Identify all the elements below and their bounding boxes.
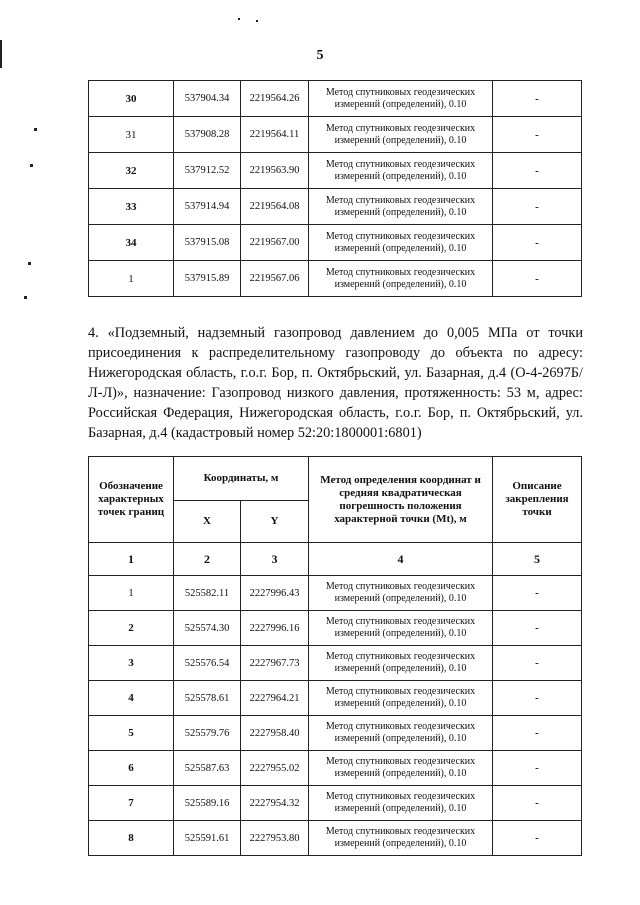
y-cell: 2219567.00 (241, 225, 309, 261)
x-cell: 525582.11 (174, 576, 241, 611)
coordinates-table-continued (88, 80, 582, 297)
table-row (89, 261, 582, 297)
table-row (89, 153, 582, 189)
point-cell: 7 (89, 786, 174, 821)
header-x: X (174, 501, 241, 543)
table-row (89, 646, 582, 681)
scan-speck (24, 296, 27, 299)
y-cell: 2219564.08 (241, 189, 309, 225)
x-cell: 537908.28 (174, 117, 241, 153)
x-cell: 525591.61 (174, 821, 241, 856)
x-cell: 537904.34 (174, 81, 241, 117)
method-cell: Метод спутниковых геодезических измерений (определений), 0.10 (309, 751, 493, 786)
point-cell: 1 (89, 576, 174, 611)
y-cell: 2219564.11 (241, 117, 309, 153)
description-cell: - (493, 225, 582, 261)
point-cell: 6 (89, 751, 174, 786)
scan-speck (256, 20, 258, 22)
point-cell: 8 (89, 821, 174, 856)
method-cell: Метод спутниковых геодезических измерений (определений), 0.10 (309, 117, 493, 153)
y-cell: 2219564.26 (241, 81, 309, 117)
method-cell: Метод спутниковых геодезических измерений (определений), 0.10 (309, 225, 493, 261)
point-cell: 5 (89, 716, 174, 751)
description-cell: - (493, 117, 582, 153)
point-cell: 31 (89, 117, 174, 153)
method-cell: Метод спутниковых геодезических измерений (определений), 0.10 (309, 611, 493, 646)
x-cell: 525587.63 (174, 751, 241, 786)
column-index: 2 (174, 543, 241, 576)
x-cell: 537914.94 (174, 189, 241, 225)
x-cell: 525579.76 (174, 716, 241, 751)
y-cell: 2227967.73 (241, 646, 309, 681)
header-method: Метод определения координат и средняя квадратическая погрешность положения характерной точки (Mt), м (309, 457, 493, 543)
scan-speck (28, 262, 31, 265)
table-row (89, 716, 582, 751)
table-row (89, 576, 582, 611)
header-coordinates: Координаты, м (174, 457, 309, 501)
table-row (89, 225, 582, 261)
description-cell: - (493, 153, 582, 189)
method-cell: Метод спутниковых геодезических измерений (определений), 0.10 (309, 576, 493, 611)
table-row (89, 117, 582, 153)
description-cell: - (493, 646, 582, 681)
y-cell: 2227996.43 (241, 576, 309, 611)
y-cell: 2227996.16 (241, 611, 309, 646)
table-row (89, 751, 582, 786)
method-cell: Метод спутниковых геодезических измерений (определений), 0.10 (309, 153, 493, 189)
column-index: 1 (89, 543, 174, 576)
method-cell: Метод спутниковых геодезических измерений (определений), 0.10 (309, 646, 493, 681)
header-y: Y (241, 501, 309, 543)
coordinates-table (88, 456, 582, 856)
point-cell: 34 (89, 225, 174, 261)
description-cell: - (493, 716, 582, 751)
y-cell: 2219567.06 (241, 261, 309, 297)
point-cell: 1 (89, 261, 174, 297)
scan-speck (30, 164, 33, 167)
description-cell: - (493, 751, 582, 786)
point-cell: 30 (89, 81, 174, 117)
description-cell: - (493, 81, 582, 117)
x-cell: 525576.54 (174, 646, 241, 681)
y-cell: 2227958.40 (241, 716, 309, 751)
table-row (89, 189, 582, 225)
method-cell: Метод спутниковых геодезических измерений (определений), 0.10 (309, 786, 493, 821)
description-cell: - (493, 189, 582, 225)
object-description-paragraph: 4. «Подземный, надземный газопровод давлением до 0,005 МПа от точки присоединения к распределительному газопроводу до объекта по адресу: Нижегородская область, г.о.г. Бор, п. Октябрьский, ул. Базарная, д.4 (О-4-2697Б/Л-Л)», назначение: Газопровод низкого давления, протяженность: 53 м, адрес: Российская Федерация, Нижегородская область, г.о.г. Бор, п. Октябрьский, ул. Базарная, д.4 (кадастровый номер 52:20:1800001:6801) (88, 325, 583, 441)
x-cell: 525574.30 (174, 611, 241, 646)
x-cell: 525578.61 (174, 681, 241, 716)
table-row (89, 681, 582, 716)
table-row (89, 81, 582, 117)
y-cell: 2227953.80 (241, 821, 309, 856)
scan-speck (238, 18, 240, 20)
table-row (89, 821, 582, 856)
method-cell: Метод спутниковых геодезических измерений (определений), 0.10 (309, 81, 493, 117)
x-cell: 537915.89 (174, 261, 241, 297)
header-description: Описание закрепления точки (493, 457, 582, 543)
description-cell: - (493, 681, 582, 716)
description-cell: - (493, 261, 582, 297)
y-cell: 2219563.90 (241, 153, 309, 189)
column-index: 3 (241, 543, 309, 576)
page-number: 5 (316, 48, 324, 63)
method-cell: Метод спутниковых геодезических измерений (определений), 0.10 (309, 716, 493, 751)
method-cell: Метод спутниковых геодезических измерений (определений), 0.10 (309, 821, 493, 856)
point-cell: 32 (89, 153, 174, 189)
point-cell: 3 (89, 646, 174, 681)
description-cell: - (493, 786, 582, 821)
description-cell: - (493, 611, 582, 646)
method-cell: Метод спутниковых геодезических измерений (определений), 0.10 (309, 681, 493, 716)
header-point-designation: Обозначение характерных точек границ (89, 457, 174, 543)
description-cell: - (493, 576, 582, 611)
column-index: 4 (309, 543, 493, 576)
table-row (89, 611, 582, 646)
description-cell: - (493, 821, 582, 856)
point-cell: 2 (89, 611, 174, 646)
column-index-row (89, 543, 582, 576)
point-cell: 33 (89, 189, 174, 225)
column-index: 5 (493, 543, 582, 576)
y-cell: 2227964.21 (241, 681, 309, 716)
y-cell: 2227955.02 (241, 751, 309, 786)
table-row (89, 786, 582, 821)
x-cell: 537915.08 (174, 225, 241, 261)
method-cell: Метод спутниковых геодезических измерений (определений), 0.10 (309, 261, 493, 297)
x-cell: 537912.52 (174, 153, 241, 189)
method-cell: Метод спутниковых геодезических измерений (определений), 0.10 (309, 189, 493, 225)
scan-speck (34, 128, 37, 131)
y-cell: 2227954.32 (241, 786, 309, 821)
point-cell: 4 (89, 681, 174, 716)
x-cell: 525589.16 (174, 786, 241, 821)
